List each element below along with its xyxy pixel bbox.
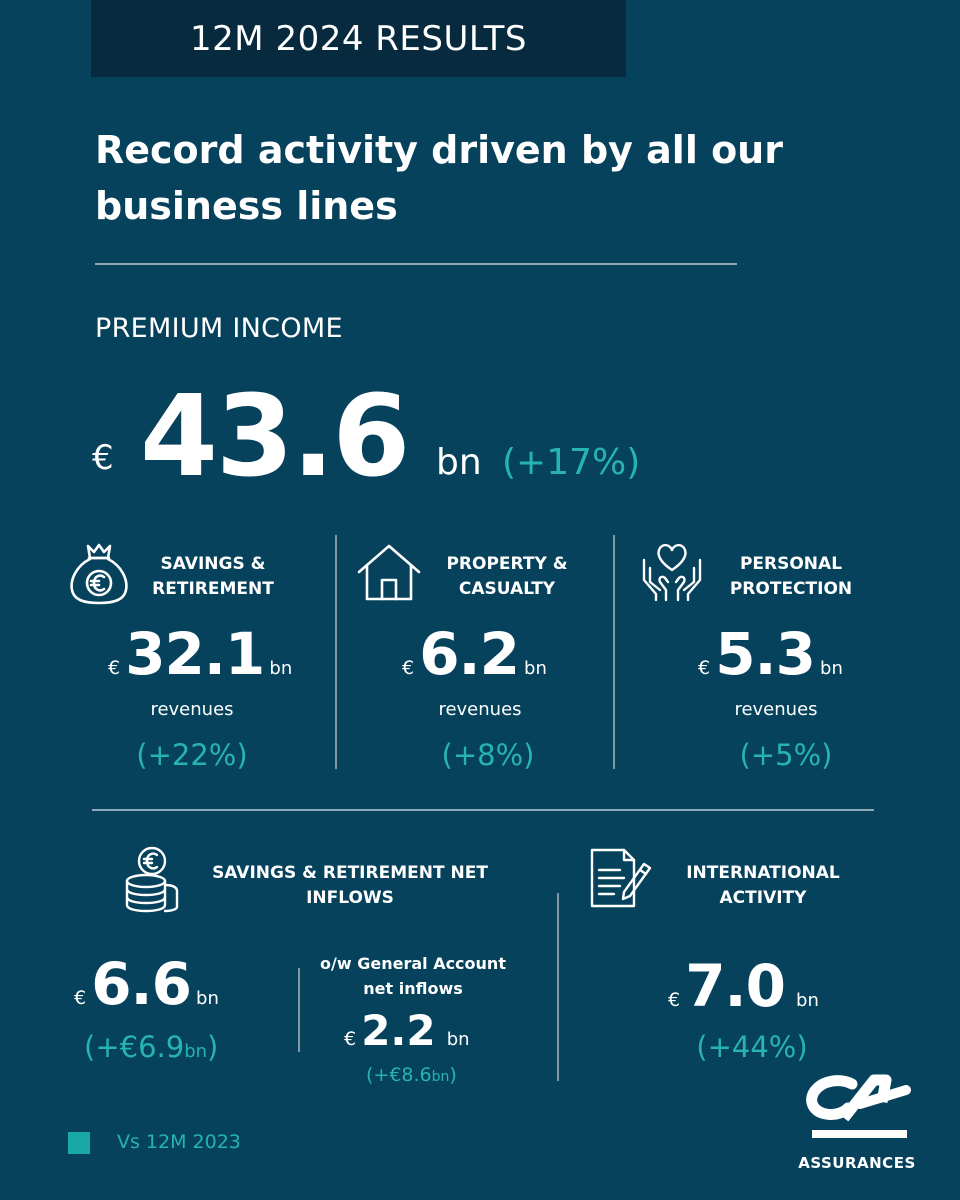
currency-symbol: € [402,657,415,679]
segment-title-line: RETIREMENT [152,579,274,599]
house-icon [356,542,422,602]
segment-title-line: SAVINGS & RETIREMENT NET [212,863,488,883]
international-number: 7.0 [685,952,785,1020]
change-value: (+€6.9 [84,1030,185,1064]
general-account-value [344,1006,470,1055]
international-value [668,952,819,1020]
currency-symbol: € [344,1028,357,1050]
international-title [674,861,852,911]
net-inflows-change [84,1030,218,1064]
money-bag-euro-icon [68,540,130,606]
change-value: (+€8.6 [366,1064,432,1086]
general-account-title-line: o/w General Account [320,954,506,973]
currency-symbol: € [108,657,121,679]
change-unit: bn [184,1041,208,1062]
net-inflows-title [200,861,500,911]
coin-stack-euro-icon [122,845,180,913]
net-inflows-number: 6.6 [91,950,191,1018]
credit-agricole-logo [782,1072,932,1148]
legend-label: Vs 12M 2023 [117,1131,241,1153]
general-account-number: 2.2 [361,1006,436,1055]
change-close: ) [449,1064,457,1086]
unit-label: bn [196,988,219,1009]
legend-swatch [68,1132,90,1154]
segment-title-line: CASUALTY [458,579,556,599]
segment-value [698,620,843,688]
segment-value [402,620,547,688]
unit-label: bn [524,658,547,679]
segment-value-number: 32.1 [125,620,265,688]
segment-title-line: INFLOWS [306,888,394,908]
hands-heart-icon [640,540,704,602]
logo-wordmark: ASSURANCES [798,1154,916,1172]
unit-label: bn [436,442,482,483]
segment-change: (+8%) [441,738,535,772]
document-pen-icon [588,846,652,910]
segment-sub-label: revenues [438,699,522,720]
column-divider [613,535,615,769]
divider [95,263,737,265]
currency-symbol: € [668,989,681,1011]
general-account-title [302,951,524,1001]
unit-label: bn [796,990,819,1011]
segment-title-line: PROPERTY & [446,554,568,574]
headline: Record activity driven by all our business lines [95,128,783,228]
premium-income-change: (+17%) [502,442,641,483]
general-account-title-line: net inflows [363,979,463,998]
segment-sub-label: revenues [734,699,818,720]
segment-title-line: ACTIVITY [719,888,807,908]
segment-change: (+22%) [136,738,248,772]
unit-label: bn [269,658,293,679]
segment-title-line: PERSONAL [739,554,843,574]
general-account-change [366,1064,457,1086]
unit-label: bn [820,658,843,679]
column-divider [335,535,337,769]
segment-title-line: PROTECTION [729,579,853,599]
segment-title-line: INTERNATIONAL [686,863,840,883]
premium-income-value: 43.6 [140,372,409,502]
segment-title-line: SAVINGS & [160,554,266,574]
net-inflows-value [74,950,219,1018]
currency-symbol: € [74,987,87,1009]
column-divider [557,893,559,1081]
change-unit: bn [431,1069,450,1085]
results-banner: 12M 2024 RESULTS [91,0,626,77]
segment-value [108,620,292,688]
column-divider [298,968,300,1052]
premium-income-label: PREMIUM INCOME [95,313,343,344]
segment-title [138,552,288,602]
segment-value-number: 6.2 [419,620,519,688]
segment-title [432,552,582,602]
international-change: (+44%) [696,1030,808,1064]
change-close: ) [207,1030,219,1064]
segment-value-number: 5.3 [715,620,815,688]
currency-symbol: € [698,657,711,679]
segment-title [720,552,862,602]
currency-symbol: € [92,438,114,478]
segment-change: (+5%) [739,738,833,772]
unit-label: bn [446,1029,470,1050]
divider [92,809,874,811]
segment-sub-label: revenues [150,699,234,720]
